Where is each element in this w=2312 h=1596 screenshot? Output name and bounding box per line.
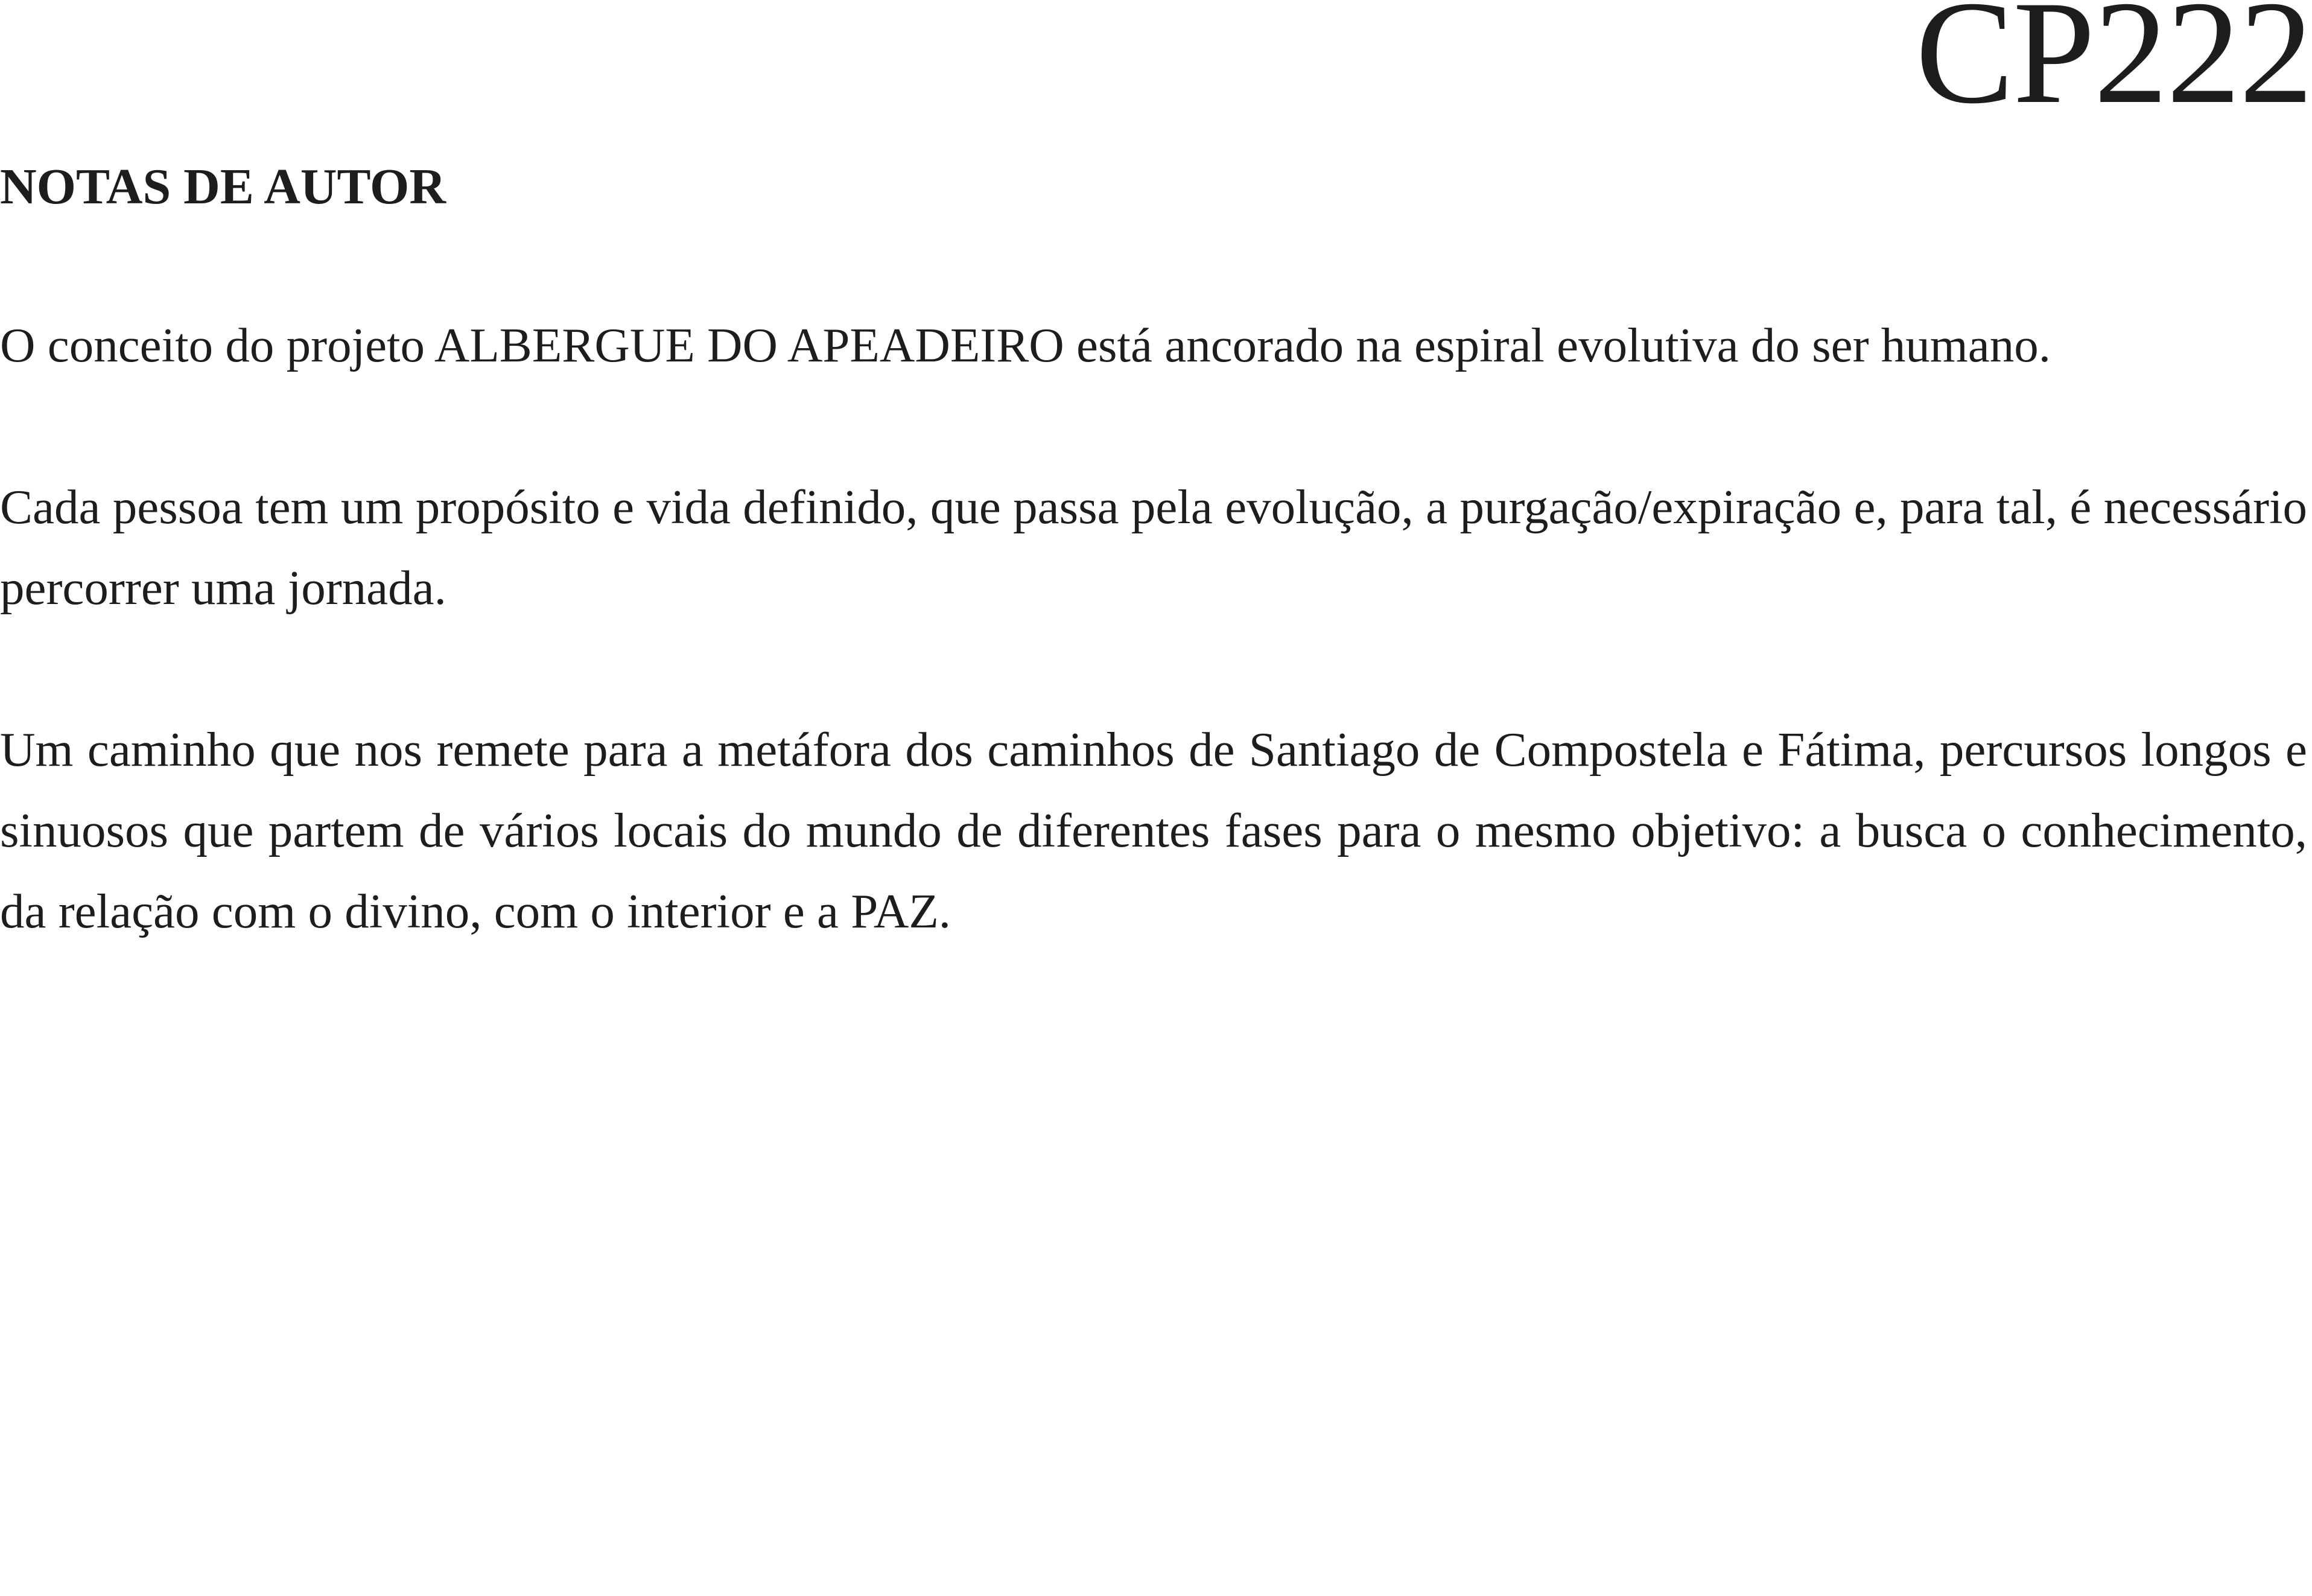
body-text (0, 305, 2307, 1032)
document-code: CP222 (1915, 0, 2312, 134)
paragraph-path: Um caminho que nos remete para a metáfora dos caminhos de Santiago de Compostela e Fátima, percursos longos e sinuosos que partem de vários locais do mundo de diferentes fases para o mesmo objetivo: a busca o conhecimento, da relação com o divino, com o interior e a PAZ. (0, 722, 2307, 938)
section-heading: NOTAS DE AUTOR (0, 159, 446, 215)
paragraph-purpose: Cada pessoa tem um propósito e vida definido, que passa pela evolução, a purgação/expiração e, para tal, é necessário percorrer uma jornada. (0, 480, 2307, 615)
paragraph-concept: O conceito do projeto ALBERGUE DO APEADEIRO está ancorado na espiral evolutiva do ser humano. (0, 318, 2051, 372)
